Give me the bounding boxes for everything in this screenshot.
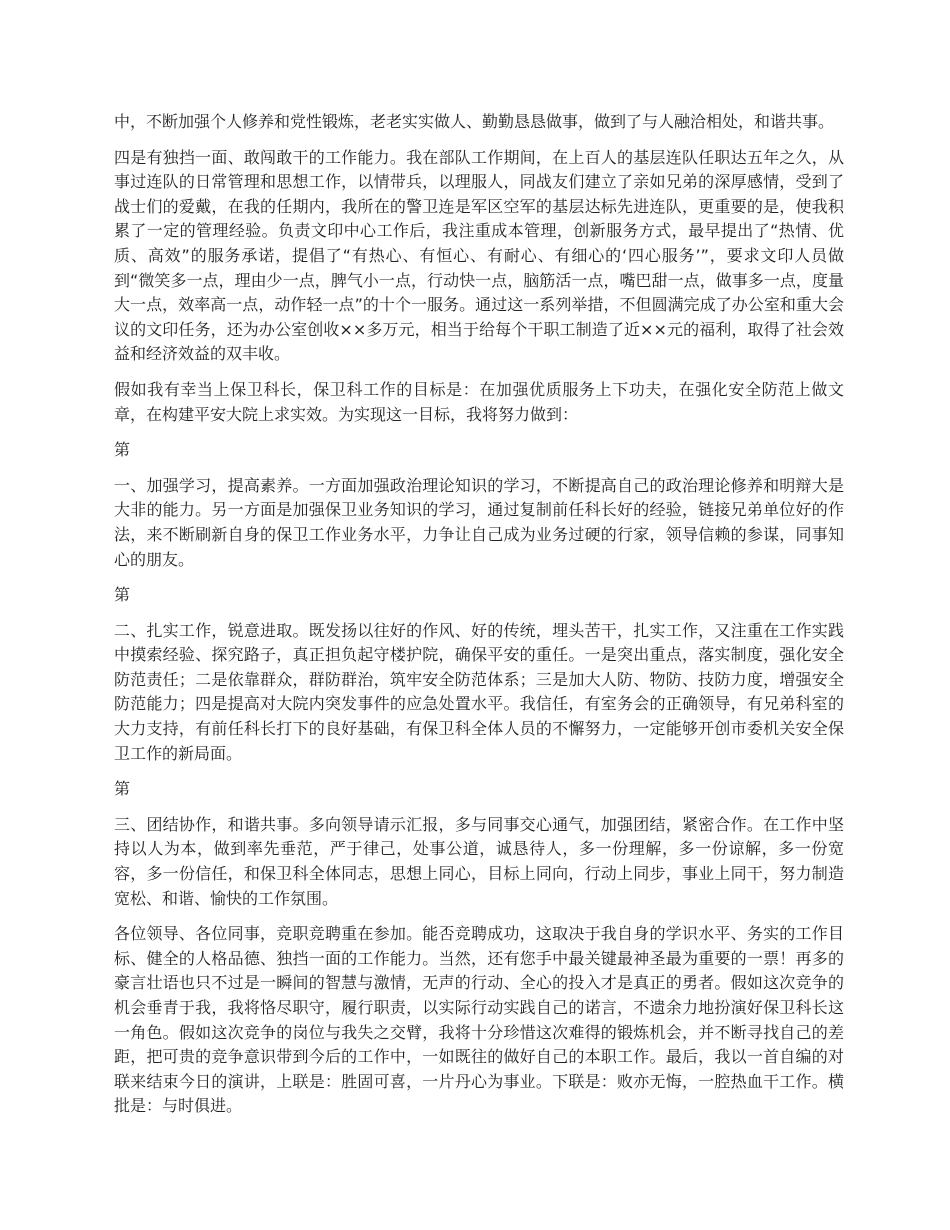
paragraph-ordinal-1: 第 xyxy=(114,440,131,460)
paragraph-teamwork: 三、团结协作，和谐共事。多向领导请示汇报，多与同事交心通气，加强团结，紧密合作。在工作中坚持以人为本，做到率先垂范，严于律己，处事公道，诚恳待人，多一份理解，多一份谅解，多一份宽容，多一份信任，和保卫科全体同志，思想上同心，目标上同向，行动上同步，事业上同干，努力制造宽松、和谐、愉快的工作氛围。 xyxy=(114,814,844,908)
paragraph-ordinal-3: 第 xyxy=(114,779,131,799)
paragraph-intro-continuation: 中，不断加强个人修养和党性锻炼，老老实实做人、勤勤恳恳做事，做到了与人融洽相处，和谐共事。 xyxy=(114,112,835,131)
paragraph-study: 一、加强学习，提高素养。一方面加强政治理论知识的学习，不断提高自己的政治理论修养和明辩大是大非的能力。另一方面是加强保卫业务知识的学习，通过复制前任科长好的经验，链接兄弟单位好的作法，来不断刷新自身的保卫工作业务水平，力争让自己成为业务过硬的行家，领导信赖的参谋，同事知心的朋友。 xyxy=(114,475,844,569)
paragraph-goal: 假如我有幸当上保卫科长，保卫科工作的目标是：在加强优质服务上下功夫，在强化安全防范上做文章，在构建平安大院上求实效。为实现这一目标，我将努力做到： xyxy=(114,379,844,424)
paragraph-work: 二、扎实工作，锐意进取。既发扬以往好的作风、好的传统，埋头苦干，扎实工作，又注重在工作实践中摸索经验、探究路子，真正担负起守楼护院，确保平安的重任。一是突出重点，落实制度，强化安全防范责任；二是依靠群众，群防群治，筑牢安全防范体系；三是加大人防、物防、技防力度，增强安全防范能力；四是提高对大院内突发事件的应急处置水平。我信任，有室务会的正确领导，有兄弟科室的大力支持，有前任科长打下的良好基础，有保卫科全体人员的不懈努力，一定能够开创市委机关安全保卫工作的新局面。 xyxy=(114,620,844,763)
paragraph-closing: 各位领导、各位同事，竞职竞聘重在参加。能否竞聘成功，这取决于我自身的学识水平、务实的工作目标、健全的人格品德、独挡一面的工作能力。当然，还有您手中最关键最神圣最为重要的一票！再多的豪言壮语也只不过是一瞬间的智慧与激情，无声的行动、全心的投入才是真正的勇者。假如这次竞争的机会垂青于我，我将恪尽职守，履行职责，以实际行动实践自己的诺言，不遗余力地扮演好保卫科长这一角色。假如这次竞争的岗位与我失之交臂，我将十分珍惜这次难得的锻炼机会，并不断寻找自己的差距，把可贵的竞争意识带到今后的工作中，一如既往的做好自己的本职工作。最后，我以一首自编的对联来结束今日的演讲，上联是：胜固可喜，一片丹心为事业。下联是：败亦无悔，一腔热血干工作。横批是：与时俱进。 xyxy=(114,924,844,1116)
paragraph-ability: 四是有独挡一面、敢闯敢干的工作能力。我在部队工作期间，在上百人的基层连队任职达五年之久，从事过连队的日常管理和思想工作，以情带兵，以理服人，同战友们建立了亲如兄弟的深厚感情，受到了战士们的爱戴，在我的任期内，我所在的警卫连是军区空军的基层达标先进连队，更重要的是，使我积累了一定的管理经验。负责文印中心工作后，我注重成本管理，创新服务方式，最早提出了“热情、优质、高效”的服务承诺，提倡了“有热心、有恒心、有耐心、有细心的‘四心服务’”，要求文印人员做到“微笑多一点，理由少一点，脾气小一点，行动快一点，脑筋活一点，嘴巴甜一点，做事多一点，度量大一点，效率高一点，动作轻一点”的十个一服务。通过这一系列举措，不但圆满完成了办公室和重大会议的文印任务，还为办公室创收××多万元，相当于给每个干职工制造了近××元的福利，取得了社会效益和经济效益的双丰收。 xyxy=(114,147,844,364)
paragraph-ordinal-2: 第 xyxy=(114,585,131,605)
document-body xyxy=(114,110,844,1130)
